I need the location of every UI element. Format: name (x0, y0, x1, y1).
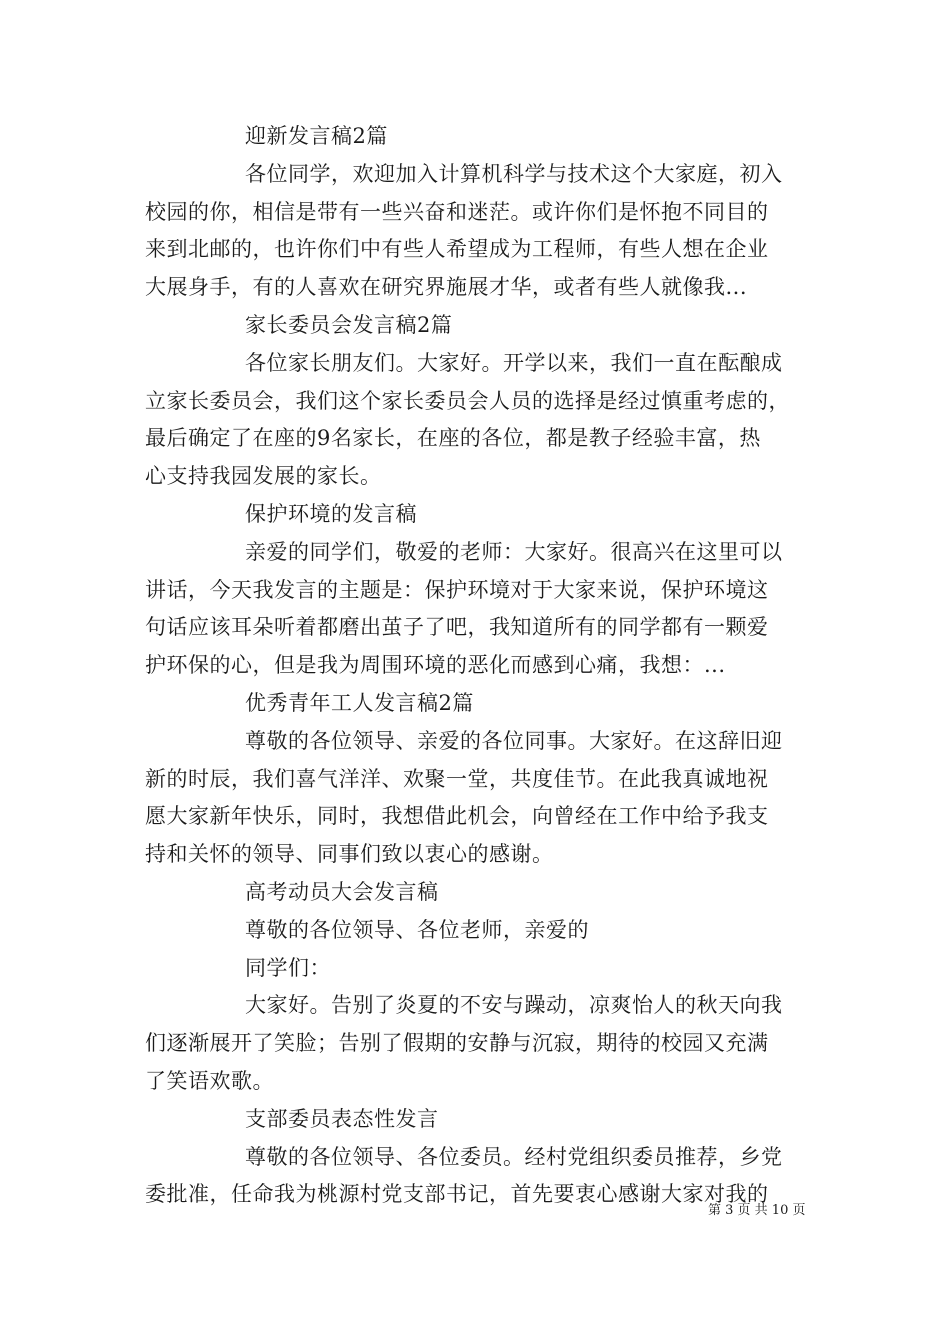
heading-environment: 保护环境的发言稿 (245, 501, 417, 526)
heading-young-worker: 优秀青年工人发言稿2篇 (245, 690, 474, 715)
paragraph-line: 同学们： (245, 955, 331, 980)
paragraph-line: 大家好。告别了炎夏的不安与躁动，凉爽怡人的秋天向我 (245, 993, 783, 1018)
paragraph-line: 了笑语欢歌。 (145, 1068, 274, 1093)
paragraph-line: 护环保的心，但是我为周围环境的恶化而感到心痛，我想：... (145, 653, 726, 678)
paragraph-line: 心支持我园发展的家长。 (145, 464, 382, 489)
paragraph-line: 们逐渐展开了笑脸；告别了假期的安静与沉寂，期待的校园又充满 (145, 1031, 769, 1056)
paragraph-line: 尊敬的各位领导、各位委员。经村党组织委员推荐，乡党 (245, 1144, 783, 1169)
paragraph-line: 持和关怀的领导、同事们致以衷心的感谢。 (145, 842, 554, 867)
heading-welcome-speech: 迎新发言稿2篇 (245, 124, 388, 148)
paragraph-line: 愿大家新年快乐，同时，我想借此机会，向曾经在工作中给予我支 (145, 804, 769, 829)
paragraph-line: 各位同学，欢迎加入计算机科学与技术这个大家庭，初入 (245, 161, 783, 186)
paragraph-line: 句话应该耳朵听着都磨出茧子了吧，我知道所有的同学都有一颗爱 (145, 615, 769, 640)
page-number-footer: 第 3 页 共 10 页 (708, 1203, 806, 1218)
document-body (145, 118, 825, 1214)
paragraph-line: 大展身手，有的人喜欢在研究界施展才华，或者有些人就像我... (145, 275, 748, 300)
paragraph-line: 新的时辰，我们喜气洋洋、欢聚一堂，共度佳节。在此我真诚地祝 (145, 766, 769, 791)
paragraph-line: 讲话，今天我发言的主题是：保护环境对于大家来说，保护环境这 (145, 577, 769, 602)
paragraph-line: 各位家长朋友们。大家好。开学以来，我们一直在酝酿成 (245, 350, 783, 375)
paragraph-line: 委批准，任命我为桃源村党支部书记，首先要衷心感谢大家对我的 (145, 1182, 769, 1207)
paragraph-line: 来到北邮的，也许你们中有些人希望成为工程师，有些人想在企业 (145, 237, 769, 262)
paragraph-line: 最后确定了在座的9名家长，在座的各位，都是教子经验丰富，热 (145, 426, 761, 451)
paragraph-line: 亲爱的同学们，敬爱的老师：大家好。很高兴在这里可以 (245, 539, 783, 564)
paragraph-line: 校园的你，相信是带有一些兴奋和迷茫。或许你们是怀抱不同目的 (145, 199, 769, 224)
heading-branch-committee: 支部委员表态性发言 (245, 1106, 439, 1131)
heading-exam-mobilization: 高考动员大会发言稿 (245, 879, 439, 904)
heading-parent-committee: 家长委员会发言稿2篇 (245, 312, 453, 337)
paragraph-line: 立家长委员会，我们这个家长委员会人员的选择是经过慎重考虑的， (145, 388, 790, 413)
paragraph-line: 尊敬的各位领导、亲爱的各位同事。大家好。在这辞旧迎 (245, 728, 783, 753)
paragraph-line: 尊敬的各位领导、各位老师，亲爱的 (245, 917, 589, 942)
